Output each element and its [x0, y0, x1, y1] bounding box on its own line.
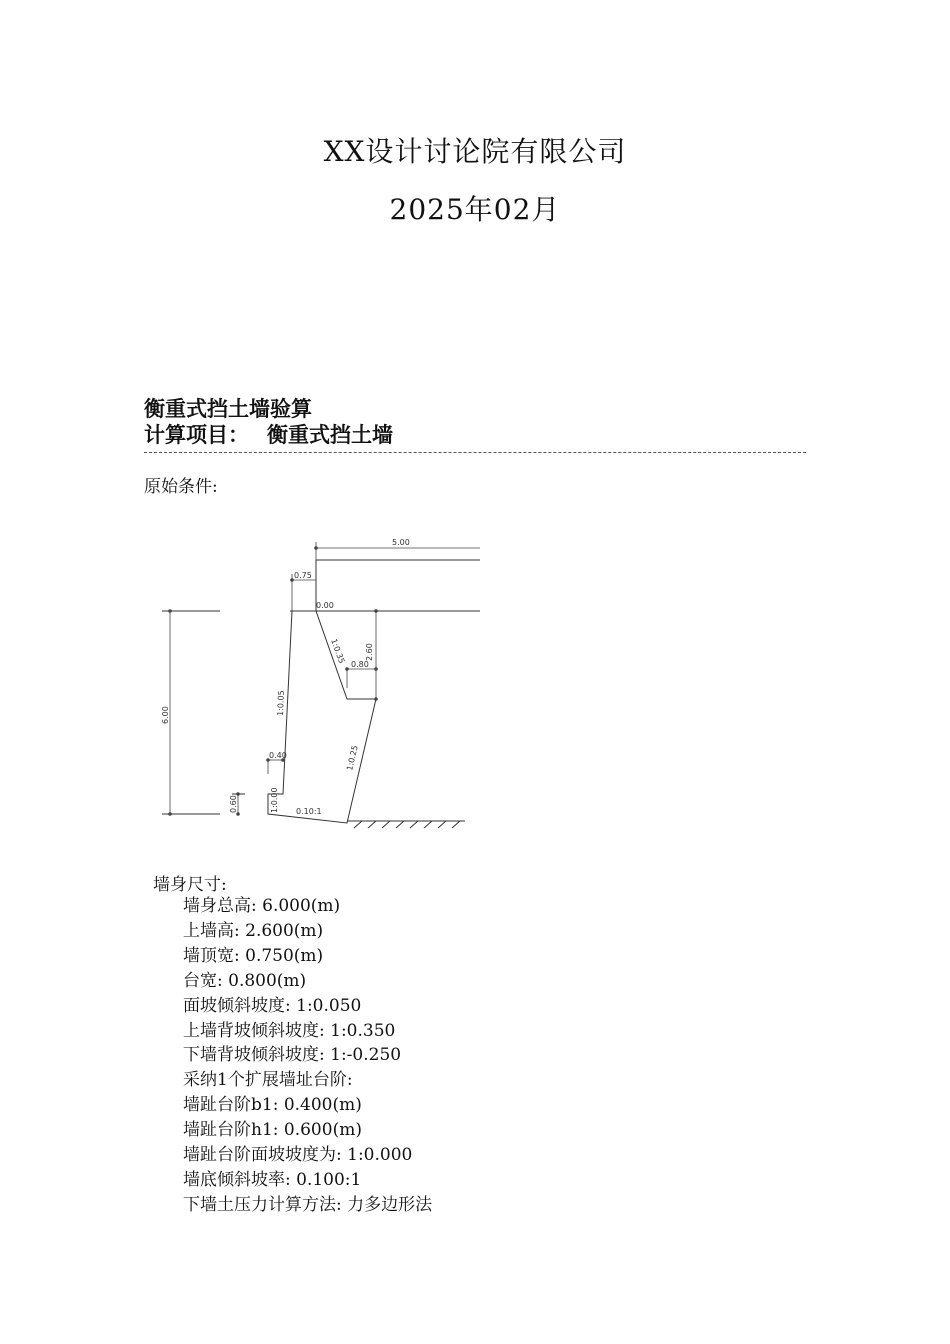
list-item: 台宽: 0.800(m): [183, 970, 307, 991]
list-item: 墙趾台阶h1: 0.600(m): [183, 1120, 362, 1141]
label-platform-width: 0.80: [351, 660, 369, 669]
company-name: XX设计讨论院有限公司: [323, 135, 627, 168]
label-face-slope: 1:0.05: [276, 690, 286, 717]
dashed-divider: [144, 452, 806, 453]
label-toe-face-slope: 1:0.00: [270, 787, 279, 813]
conditions-label: 原始条件:: [144, 477, 218, 497]
dimension-ticks: [168, 546, 480, 816]
list-item: 墙趾台阶面坡坡度为: 1:0.000: [183, 1145, 413, 1166]
wall-dimensions-heading: 墙身尺寸:: [153, 875, 227, 895]
ground-hatch: [354, 821, 460, 828]
label-crest-width: 0.75: [294, 571, 312, 580]
wall-dimensions-list: [183, 894, 432, 1218]
label-base-slope: 0.10:1: [296, 807, 322, 816]
list-item: 下墙土压力计算方法: 力多边形法: [183, 1194, 433, 1215]
report-date: 2025年02月: [389, 193, 561, 226]
dimension-lines: [170, 542, 480, 814]
label-lower-back-slope: 1:0.25: [345, 744, 360, 772]
calc-title: 衡重式挡土墙验算: [144, 397, 312, 421]
list-item: 上墙背坡倾斜坡度: 1:0.350: [183, 1020, 396, 1041]
label-toe-width: 0.40: [269, 751, 287, 760]
list-item: 墙身总高: 6.000(m): [183, 896, 341, 916]
list-item: 墙趾台阶b1: 0.400(m): [183, 1095, 362, 1116]
list-item: 下墙背坡倾斜坡度: 1:-0.250: [183, 1045, 402, 1066]
retaining-wall-diagram: [140, 528, 480, 833]
label-toe-height: 0.60: [229, 795, 238, 813]
backfill-outline: [316, 560, 480, 611]
project-label: 计算项目：: [144, 423, 249, 447]
label-upper-back-slope: 1:0.35: [329, 637, 347, 665]
label-top-width: 5.00: [392, 538, 410, 547]
project-name: 衡重式挡土墙: [267, 423, 393, 447]
label-upper-height: 2.60: [365, 643, 374, 661]
list-item: 上墙高: 2.600(m): [183, 920, 324, 941]
label-total-height: 6.00: [161, 706, 170, 724]
list-item: 墙底倾斜坡率: 0.100:1: [183, 1169, 362, 1190]
list-item: 墙顶宽: 0.750(m): [183, 945, 324, 966]
list-item: 面坡倾斜坡度: 1:0.050: [183, 995, 362, 1016]
list-item: 采纳1个扩展墙址台阶:: [183, 1070, 353, 1091]
label-ground-level: 0.00: [316, 601, 334, 610]
project-line: [144, 419, 393, 449]
